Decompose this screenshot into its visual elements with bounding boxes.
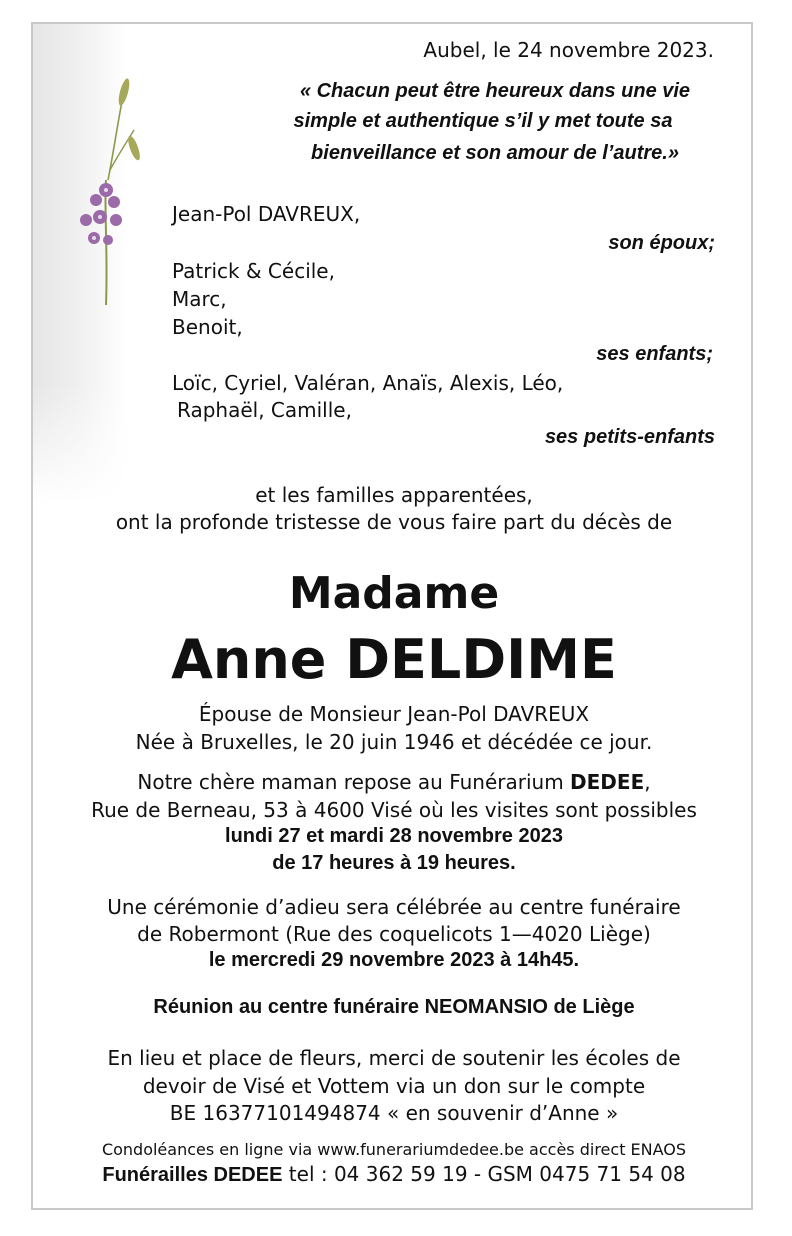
spouse-relation: son époux; (608, 232, 715, 254)
visitation-dates: lundi 27 et mardi 28 novembre 2023 (225, 825, 563, 847)
condolences-line: Condoléances en ligne via www.funerariumdedee.be accès direct ENAOS (101, 1140, 687, 1159)
deceased-name: Anne DELDIME (171, 628, 617, 691)
ceremony-date: le mercredi 29 novembre 2023 à 14h45. (208, 949, 580, 971)
ceremony-line-2: de Robermont (Rue des coquelicots 1—4020 Liège) (137, 922, 651, 946)
visitation-line-2: Rue de Berneau, 53 à 4600 Visé où les visites sont possibles (91, 798, 697, 822)
spouse-of-line: Épouse de Monsieur Jean-Pol DAVREUX (198, 702, 590, 726)
footer-contact (33, 1162, 755, 1187)
family-closing-2: ont la profonde tristesse de vous faire part du décès de (115, 510, 673, 534)
deceased-title: Madame (288, 568, 500, 619)
donation-line-3: BE 16377101494874 « en souvenir d’Anne » (169, 1101, 619, 1125)
grandchildren-line: Loïc, Cyriel, Valéran, Anaïs, Alexis, Léo, (172, 371, 564, 395)
visitation-hours: de 17 heures à 19 heures. (272, 852, 516, 874)
visitation-line-1 (33, 770, 755, 794)
ceremony-line-1: Une cérémonie d’adieu sera célébrée au centre funéraire (107, 895, 681, 919)
children-relation: ses enfants; (596, 343, 713, 365)
donation-line-1: En lieu et place de fleurs, merci de soutenir les écoles de (107, 1046, 681, 1070)
child-name: Benoit, (172, 315, 243, 339)
child-name: Patrick & Cécile, (172, 259, 335, 283)
spouse-name: Jean-Pol DAVREUX, (172, 202, 361, 226)
phone-numbers: tel : 04 362 59 19 - GSM 0475 71 54 08 (282, 1162, 686, 1186)
child-name: Marc, (172, 287, 227, 311)
grandchildren-line: Raphaël, Camille, (177, 398, 352, 422)
grandchildren-relation: ses petits-enfants (544, 426, 715, 448)
reunion-line: Réunion au centre funéraire NEOMANSIO de Liège (153, 996, 635, 1018)
date-line: Aubel, le 24 novembre 2023. (423, 38, 714, 62)
visitation-text: Notre chère maman repose au Funérarium (137, 770, 571, 794)
visitation-comma: , (644, 770, 651, 794)
quote-line-1: « Chacun peut être heureux dans une vie (299, 80, 691, 102)
birth-death-line: Née à Bruxelles, le 20 juin 1946 et décédée ce jour. (135, 730, 653, 754)
quote-line-3: bienveillance et son amour de l’autre.» (311, 142, 679, 164)
funeral-home-name: DEDEE (570, 770, 645, 794)
quote-line-2: simple et authentique s’il y met toute sa (293, 110, 673, 132)
company-name: Funérailles DEDEE (102, 1164, 283, 1186)
violet-flower-illustration (66, 70, 156, 320)
donation-line-2: devoir de Visé et Vottem via un don sur le compte (142, 1074, 646, 1098)
family-closing-1: et les familles apparentées, (255, 483, 533, 507)
